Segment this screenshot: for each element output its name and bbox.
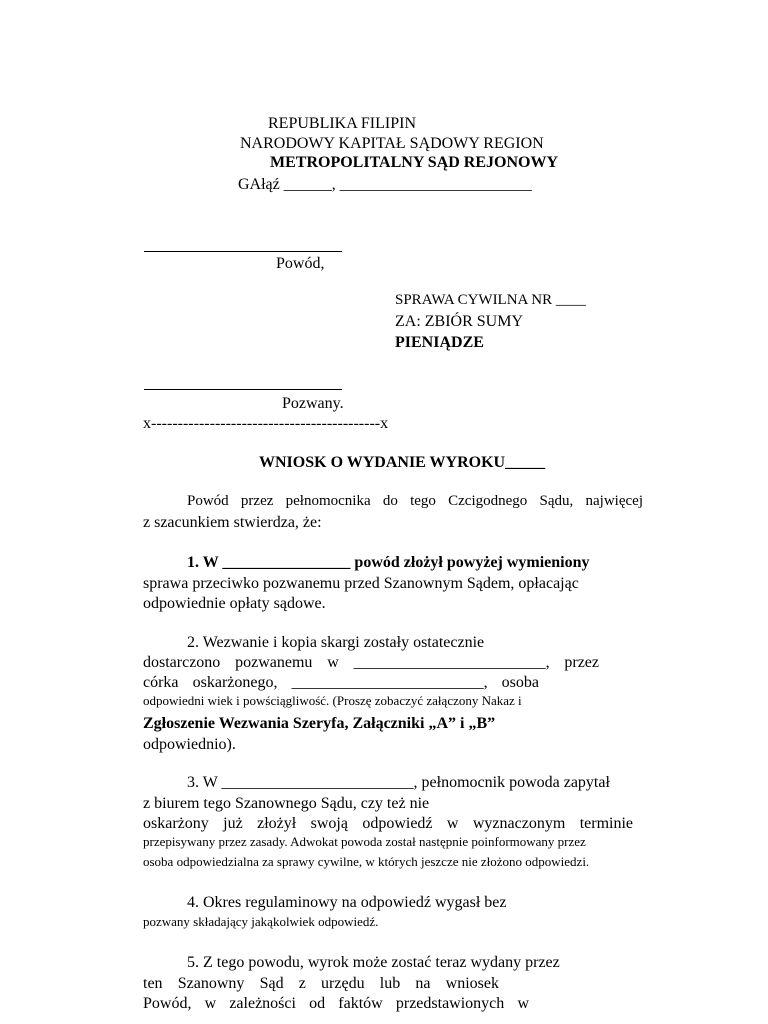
- document-title: WNIOSK O WYDANIE WYROKU_____: [259, 454, 546, 471]
- caption-separator: x-------------------------------------------x: [143, 415, 389, 432]
- para1-line-3: odpowiednie opłaty sądowe.: [143, 595, 326, 612]
- header-branch: GAłąź ______, ________________________: [238, 176, 532, 193]
- defendant-name-line: [144, 389, 342, 390]
- header-region: NARODOWY KAPITAŁ SĄDOWY REGION: [240, 135, 544, 152]
- intro-line-2: z szacunkiem stwierdza, że:: [143, 514, 322, 531]
- para2-line-5: Zgłoszenie Wezwania Szeryfa, Załączniki „A” i „B”: [143, 715, 496, 732]
- plaintiff-name-line: [144, 251, 342, 252]
- para3-line-5: osoba odpowiedzialna za sprawy cywilne, w których jeszcze nie złożono odpowiedzi.: [143, 854, 590, 869]
- para3-line-1: 3. W ________________________, pełnomocnik powoda zapytał: [187, 774, 610, 791]
- header-republic: REPUBLIKA FILIPIN: [268, 115, 417, 132]
- para3-line-3: oskarżony już złożył swoją odpowiedź w wyznaczonym terminie: [143, 815, 633, 832]
- plaintiff-label: Powód,: [276, 255, 325, 272]
- para4-line-2: pozwany składający jakąkolwiek odpowiedź.: [143, 914, 379, 929]
- para5-line-2: ten Szanowny Sąd z urzędu lub na wniosek: [143, 975, 499, 992]
- para2-line-3: córka oskarżonego, ________________________, osoba: [143, 674, 539, 691]
- para2-line-4: odpowiedni wiek i powściągliwość. (Proszę zobaczyć załączony Nakaz i: [143, 693, 522, 708]
- defendant-label: Pozwany.: [282, 395, 344, 412]
- case-subject: ZA: ZBIÓR SUMY: [395, 313, 524, 330]
- case-subject-2: PIENIĄDZE: [395, 334, 484, 351]
- para3-line-4: przepisywany przez zasady. Adwokat powoda został następnie poinformowany przez: [143, 834, 586, 849]
- para3-line-2: z biurem tego Szanownego Sądu, czy też nie: [143, 795, 430, 812]
- para5-line-1: 5. Z tego powodu, wyrok może zostać teraz wydany przez: [187, 954, 560, 971]
- para1-line-2: sprawa przeciwko pozwanemu przed Szanownym Sądem, opłacając: [143, 575, 579, 592]
- intro-line-1: Powód przez pełnomocnika do tego Czcigodnego Sądu, najwięcej: [187, 493, 643, 509]
- header-court: METROPOLITALNY SĄD REJONOWY: [270, 154, 559, 171]
- para4-line-1: 4. Okres regulaminowy na odpowiedź wygasł bez: [187, 894, 507, 911]
- para1-line-1: 1. W ________________ powód złożył powyżej wymieniony: [187, 554, 590, 571]
- para5-line-3: Powód, w zależności od faktów przedstawionych w: [143, 995, 529, 1012]
- para2-line-2: dostarczono pozwanemu w ________________________, przez: [143, 654, 599, 671]
- para2-line-1: 2. Wezwanie i kopia skargi zostały ostatecznie: [187, 634, 485, 651]
- case-number: SPRAWA CYWILNA NR ____: [395, 292, 586, 308]
- para2-line-6: odpowiednio).: [143, 736, 236, 753]
